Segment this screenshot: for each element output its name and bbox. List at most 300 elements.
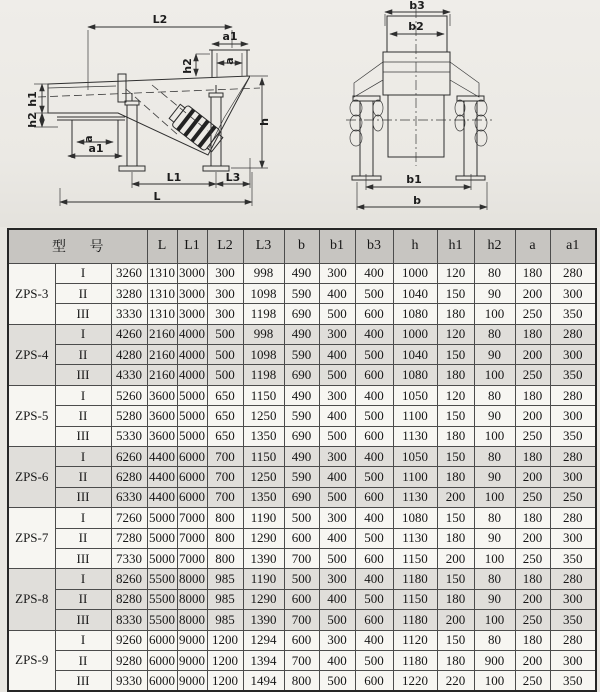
spec-cell: 250 — [550, 487, 596, 507]
spec-cell: 180 — [437, 365, 474, 385]
spec-cell: 2160 — [147, 345, 177, 365]
spec-cell: 150 — [437, 283, 474, 303]
spec-cell: 6280 — [111, 467, 147, 487]
table-row — [8, 263, 596, 283]
spec-cell: 300 — [207, 283, 243, 303]
spec-cell: 280 — [550, 263, 596, 283]
model-cell: ZPS-9 — [8, 630, 55, 691]
spec-cell: 1350 — [243, 426, 284, 446]
spec-cell: 8000 — [177, 569, 207, 589]
type-cell: I — [55, 385, 111, 405]
dimension-label: L3 — [225, 171, 241, 184]
spec-cell: 600 — [355, 487, 393, 507]
type-cell: I — [55, 263, 111, 283]
dimension-label: a — [82, 135, 95, 143]
spec-cell: 400 — [355, 324, 393, 344]
spec-cell: 100 — [474, 304, 515, 324]
spec-cell: 7260 — [111, 508, 147, 528]
column-header: L2 — [207, 229, 243, 263]
spec-cell: 350 — [550, 610, 596, 630]
spec-cell: 5000 — [147, 508, 177, 528]
spec-cell: 1290 — [243, 589, 284, 609]
spec-cell: 700 — [284, 610, 319, 630]
spec-cell: 250 — [515, 426, 550, 446]
spec-cell: 8260 — [111, 569, 147, 589]
column-header: L3 — [243, 229, 284, 263]
spec-cell: 1198 — [243, 304, 284, 324]
table-row — [8, 345, 596, 365]
spec-cell: 985 — [207, 589, 243, 609]
type-cell: II — [55, 650, 111, 670]
spec-cell: 300 — [207, 304, 243, 324]
spec-cell: 120 — [437, 385, 474, 405]
spec-cell: 200 — [515, 406, 550, 426]
spec-cell: 998 — [243, 263, 284, 283]
model-column-header: 型 号 — [8, 229, 147, 263]
spec-cell: 400 — [319, 283, 355, 303]
spec-cell: 5000 — [177, 426, 207, 446]
dimension-label: h — [258, 118, 271, 126]
spec-cell: 500 — [284, 508, 319, 528]
type-cell: II — [55, 345, 111, 365]
spec-cell: 3600 — [147, 385, 177, 405]
spec-cell: 6000 — [147, 671, 177, 691]
spec-cell: 4000 — [177, 345, 207, 365]
column-header: a1 — [550, 229, 596, 263]
spec-cell: 5330 — [111, 426, 147, 446]
dimension-label: L — [153, 190, 161, 203]
spec-cell: 350 — [550, 426, 596, 446]
spec-cell: 500 — [319, 487, 355, 507]
spec-cell: 1200 — [207, 650, 243, 670]
spec-cell: 280 — [550, 324, 596, 344]
table-row — [8, 630, 596, 650]
spec-cell: 1100 — [393, 467, 437, 487]
spec-cell: 180 — [515, 385, 550, 405]
type-cell: III — [55, 610, 111, 630]
table-row — [8, 467, 596, 487]
spec-cell: 200 — [437, 487, 474, 507]
column-header: h — [393, 229, 437, 263]
column-header: h1 — [437, 229, 474, 263]
spec-cell: 350 — [550, 304, 596, 324]
spec-cell: 300 — [319, 630, 355, 650]
type-cell: I — [55, 569, 111, 589]
spec-cell: 3000 — [177, 283, 207, 303]
spec-cell: 400 — [319, 650, 355, 670]
spec-cell: 100 — [474, 671, 515, 691]
spec-cell: 100 — [474, 610, 515, 630]
spec-cell: 600 — [355, 610, 393, 630]
spec-cell: 400 — [319, 589, 355, 609]
spec-cell: 4260 — [111, 324, 147, 344]
spec-cell: 150 — [437, 508, 474, 528]
spec-cell: 500 — [319, 365, 355, 385]
dimension-label: L2 — [152, 13, 168, 26]
type-cell: I — [55, 324, 111, 344]
spec-cell: 500 — [319, 426, 355, 446]
type-cell: III — [55, 304, 111, 324]
spring-leg-assembly — [455, 96, 487, 180]
spec-cell: 490 — [284, 263, 319, 283]
spec-cell: 8280 — [111, 589, 147, 609]
support-leg — [119, 93, 145, 171]
spec-cell: 500 — [207, 345, 243, 365]
spec-cell: 400 — [355, 263, 393, 283]
spec-cell: 1130 — [393, 528, 437, 548]
spec-cell: 1390 — [243, 548, 284, 568]
spec-cell: 1198 — [243, 365, 284, 385]
spec-cell: 7000 — [177, 548, 207, 568]
spec-cell: 1494 — [243, 671, 284, 691]
spec-cell: 500 — [355, 589, 393, 609]
spec-cell: 3000 — [177, 263, 207, 283]
table-row — [8, 447, 596, 467]
spec-cell: 650 — [207, 406, 243, 426]
spec-cell: 180 — [515, 324, 550, 344]
spec-cell: 350 — [550, 365, 596, 385]
dimension-label: a1 — [88, 142, 104, 155]
spec-cell: 500 — [319, 548, 355, 568]
spec-cell: 650 — [207, 385, 243, 405]
table-row — [8, 324, 596, 344]
spec-cell: 2160 — [147, 365, 177, 385]
type-cell: I — [55, 630, 111, 650]
spec-cell: 600 — [284, 528, 319, 548]
table-row — [8, 508, 596, 528]
table-row — [8, 426, 596, 446]
model-cell: ZPS-4 — [8, 324, 55, 385]
spec-cell: 180 — [437, 650, 474, 670]
spec-cell: 1000 — [393, 324, 437, 344]
type-cell: III — [55, 671, 111, 691]
spec-cell: 300 — [319, 569, 355, 589]
spec-cell: 5000 — [147, 528, 177, 548]
spec-cell: 400 — [355, 630, 393, 650]
type-cell: II — [55, 406, 111, 426]
spec-cell: 90 — [474, 283, 515, 303]
spec-cell: 500 — [355, 650, 393, 670]
spec-cell: 90 — [474, 345, 515, 365]
spec-cell: 400 — [319, 528, 355, 548]
spec-cell: 1000 — [393, 263, 437, 283]
spec-cell: 8000 — [177, 589, 207, 609]
spec-cell: 1130 — [393, 426, 437, 446]
spec-cell: 9000 — [177, 650, 207, 670]
spec-cell: 100 — [474, 365, 515, 385]
spec-cell: 80 — [474, 324, 515, 344]
spec-cell: 300 — [550, 528, 596, 548]
spec-cell: 1200 — [207, 630, 243, 650]
spec-cell: 500 — [207, 365, 243, 385]
type-cell: I — [55, 447, 111, 467]
spec-cell: 1080 — [393, 508, 437, 528]
table-row — [8, 304, 596, 324]
spec-cell: 180 — [437, 589, 474, 609]
spec-cell: 690 — [284, 487, 319, 507]
spec-cell: 1220 — [393, 671, 437, 691]
table-row — [8, 610, 596, 630]
spec-cell: 80 — [474, 630, 515, 650]
spec-cell: 180 — [515, 569, 550, 589]
spec-cell: 800 — [207, 528, 243, 548]
spec-cell: 600 — [355, 365, 393, 385]
type-cell: II — [55, 528, 111, 548]
spec-cell: 220 — [437, 671, 474, 691]
table-row — [8, 548, 596, 568]
spec-cell: 1180 — [393, 569, 437, 589]
spec-cell: 400 — [319, 406, 355, 426]
spec-cell: 300 — [550, 345, 596, 365]
spec-cell: 1040 — [393, 345, 437, 365]
spec-cell: 200 — [437, 548, 474, 568]
type-cell: III — [55, 426, 111, 446]
spec-cell: 700 — [284, 548, 319, 568]
spec-cell: 6000 — [177, 487, 207, 507]
spec-cell: 590 — [284, 406, 319, 426]
spec-cell: 600 — [284, 589, 319, 609]
spec-cell: 590 — [284, 345, 319, 365]
type-cell: III — [55, 365, 111, 385]
spec-cell: 350 — [550, 548, 596, 568]
spec-cell: 300 — [550, 650, 596, 670]
spec-cell: 1050 — [393, 447, 437, 467]
spec-cell: 500 — [319, 610, 355, 630]
spec-cell: 985 — [207, 569, 243, 589]
spec-cell: 7330 — [111, 548, 147, 568]
column-header: h2 — [474, 229, 515, 263]
spec-cell: 300 — [550, 467, 596, 487]
type-cell: III — [55, 487, 111, 507]
spec-cell: 1098 — [243, 283, 284, 303]
column-header: L1 — [177, 229, 207, 263]
spec-cell: 7000 — [177, 508, 207, 528]
spec-cell: 90 — [474, 589, 515, 609]
spec-cell: 200 — [515, 589, 550, 609]
spec-cell: 4400 — [147, 467, 177, 487]
spec-cell: 1080 — [393, 304, 437, 324]
spec-cell: 1310 — [147, 304, 177, 324]
spec-cell: 1100 — [393, 406, 437, 426]
spec-cell: 500 — [284, 569, 319, 589]
end-view-drawing — [346, 0, 492, 210]
spec-cell: 1150 — [393, 548, 437, 568]
spec-cell: 6000 — [177, 447, 207, 467]
spec-cell: 590 — [284, 467, 319, 487]
spec-cell: 200 — [515, 283, 550, 303]
spec-cell: 1130 — [393, 487, 437, 507]
spec-cell: 1098 — [243, 345, 284, 365]
spec-cell: 1180 — [393, 610, 437, 630]
spec-cell: 5500 — [147, 610, 177, 630]
dimension-label: b2 — [408, 20, 424, 33]
spec-cell: 400 — [319, 467, 355, 487]
model-cell: ZPS-3 — [8, 263, 55, 324]
technical-drawing — [0, 0, 600, 224]
column-header: b1 — [319, 229, 355, 263]
technical-drawing-area — [0, 0, 600, 227]
spec-cell: 120 — [437, 263, 474, 283]
spec-cell: 600 — [355, 671, 393, 691]
spring-leg-assembly — [350, 96, 383, 180]
spec-cell: 500 — [207, 324, 243, 344]
spec-cell: 150 — [437, 406, 474, 426]
spec-cell: 500 — [319, 671, 355, 691]
spec-cell: 200 — [437, 610, 474, 630]
spec-cell: 1190 — [243, 569, 284, 589]
spec-cell: 1150 — [393, 589, 437, 609]
spec-cell: 4000 — [177, 365, 207, 385]
spec-cell: 90 — [474, 467, 515, 487]
column-header: L — [147, 229, 177, 263]
spec-cell: 1350 — [243, 487, 284, 507]
spec-table — [7, 228, 597, 692]
vibration-motor — [167, 101, 226, 155]
spec-cell: 80 — [474, 447, 515, 467]
spec-cell: 3330 — [111, 304, 147, 324]
spec-cell: 400 — [355, 569, 393, 589]
spec-cell: 180 — [437, 304, 474, 324]
spec-cell: 500 — [355, 345, 393, 365]
spec-cell: 300 — [319, 263, 355, 283]
spec-cell: 600 — [284, 630, 319, 650]
spec-cell: 1040 — [393, 283, 437, 303]
spec-cell: 1390 — [243, 610, 284, 630]
spec-cell: 6330 — [111, 487, 147, 507]
spec-cell: 250 — [515, 610, 550, 630]
spec-cell: 180 — [437, 528, 474, 548]
spec-cell: 600 — [355, 548, 393, 568]
spec-cell: 5000 — [177, 406, 207, 426]
spec-cell: 9280 — [111, 650, 147, 670]
spec-cell: 3600 — [147, 406, 177, 426]
spec-cell: 90 — [474, 528, 515, 548]
spec-cell: 5000 — [177, 385, 207, 405]
spec-cell: 250 — [515, 487, 550, 507]
table-row — [8, 650, 596, 670]
spec-cell: 80 — [474, 385, 515, 405]
spec-cell: 700 — [207, 447, 243, 467]
spec-cell: 300 — [550, 406, 596, 426]
spec-cell: 200 — [515, 345, 550, 365]
spec-cell: 500 — [355, 467, 393, 487]
spec-cell: 280 — [550, 569, 596, 589]
table-row — [8, 569, 596, 589]
spec-cell: 250 — [515, 671, 550, 691]
spec-cell: 5500 — [147, 589, 177, 609]
spec-cell: 100 — [474, 487, 515, 507]
spec-cell: 1394 — [243, 650, 284, 670]
spec-cell: 6260 — [111, 447, 147, 467]
spec-cell: 150 — [437, 569, 474, 589]
spec-cell: 9260 — [111, 630, 147, 650]
dimension-label: h1 — [26, 91, 39, 107]
spec-cell: 6000 — [147, 630, 177, 650]
spec-cell: 490 — [284, 324, 319, 344]
spec-cell: 400 — [319, 345, 355, 365]
spec-cell: 5500 — [147, 569, 177, 589]
spec-cell: 3280 — [111, 283, 147, 303]
spec-cell: 1250 — [243, 467, 284, 487]
table-row — [8, 406, 596, 426]
spec-cell: 2160 — [147, 324, 177, 344]
spec-cell: 200 — [515, 467, 550, 487]
spec-cell: 100 — [474, 426, 515, 446]
spec-cell: 1200 — [207, 671, 243, 691]
spec-cell: 100 — [474, 548, 515, 568]
dimension-label: h2 — [26, 112, 39, 128]
spec-cell: 180 — [437, 426, 474, 446]
type-cell: II — [55, 283, 111, 303]
spec-cell: 300 — [207, 263, 243, 283]
table-row — [8, 365, 596, 385]
spec-cell: 300 — [319, 508, 355, 528]
spec-cell: 150 — [437, 447, 474, 467]
spec-cell: 650 — [207, 426, 243, 446]
spec-cell: 500 — [355, 283, 393, 303]
dimension-label: h2 — [181, 58, 194, 74]
spec-cell: 3600 — [147, 426, 177, 446]
spec-cell: 1150 — [243, 447, 284, 467]
spec-cell: 1190 — [243, 508, 284, 528]
table-row — [8, 589, 596, 609]
spec-cell: 690 — [284, 304, 319, 324]
spec-cell: 400 — [355, 508, 393, 528]
spec-cell: 690 — [284, 365, 319, 385]
spec-cell: 350 — [550, 671, 596, 691]
spec-cell: 90 — [474, 406, 515, 426]
spec-cell: 180 — [515, 447, 550, 467]
spec-cell: 998 — [243, 324, 284, 344]
spec-cell: 800 — [284, 671, 319, 691]
spec-cell: 200 — [515, 650, 550, 670]
spec-cell: 9330 — [111, 671, 147, 691]
spec-cell: 4000 — [177, 324, 207, 344]
dimension-label: b1 — [406, 173, 422, 186]
spec-cell: 1120 — [393, 630, 437, 650]
spec-cell: 250 — [515, 548, 550, 568]
spec-table-area — [7, 228, 597, 692]
spec-cell: 590 — [284, 283, 319, 303]
spec-cell: 800 — [207, 508, 243, 528]
spec-cell: 280 — [550, 508, 596, 528]
spec-cell: 7280 — [111, 528, 147, 548]
spec-cell: 500 — [319, 304, 355, 324]
table-row — [8, 528, 596, 548]
spec-cell: 1310 — [147, 263, 177, 283]
spec-cell: 280 — [550, 385, 596, 405]
spec-cell: 490 — [284, 447, 319, 467]
column-header: b3 — [355, 229, 393, 263]
spec-cell: 4400 — [147, 487, 177, 507]
spec-cell: 150 — [437, 345, 474, 365]
spec-cell: 8000 — [177, 610, 207, 630]
spec-cell: 500 — [355, 406, 393, 426]
spec-cell: 6000 — [147, 650, 177, 670]
spec-cell: 300 — [550, 589, 596, 609]
model-cell: ZPS-7 — [8, 508, 55, 569]
table-row — [8, 283, 596, 303]
spec-cell: 1310 — [147, 283, 177, 303]
spec-cell: 4280 — [111, 345, 147, 365]
dimension-labels-left — [26, 13, 271, 203]
spec-cell: 80 — [474, 508, 515, 528]
spec-cell: 80 — [474, 569, 515, 589]
spec-cell: 200 — [515, 528, 550, 548]
spec-cell: 490 — [284, 385, 319, 405]
table-row — [8, 385, 596, 405]
spec-cell: 700 — [207, 487, 243, 507]
